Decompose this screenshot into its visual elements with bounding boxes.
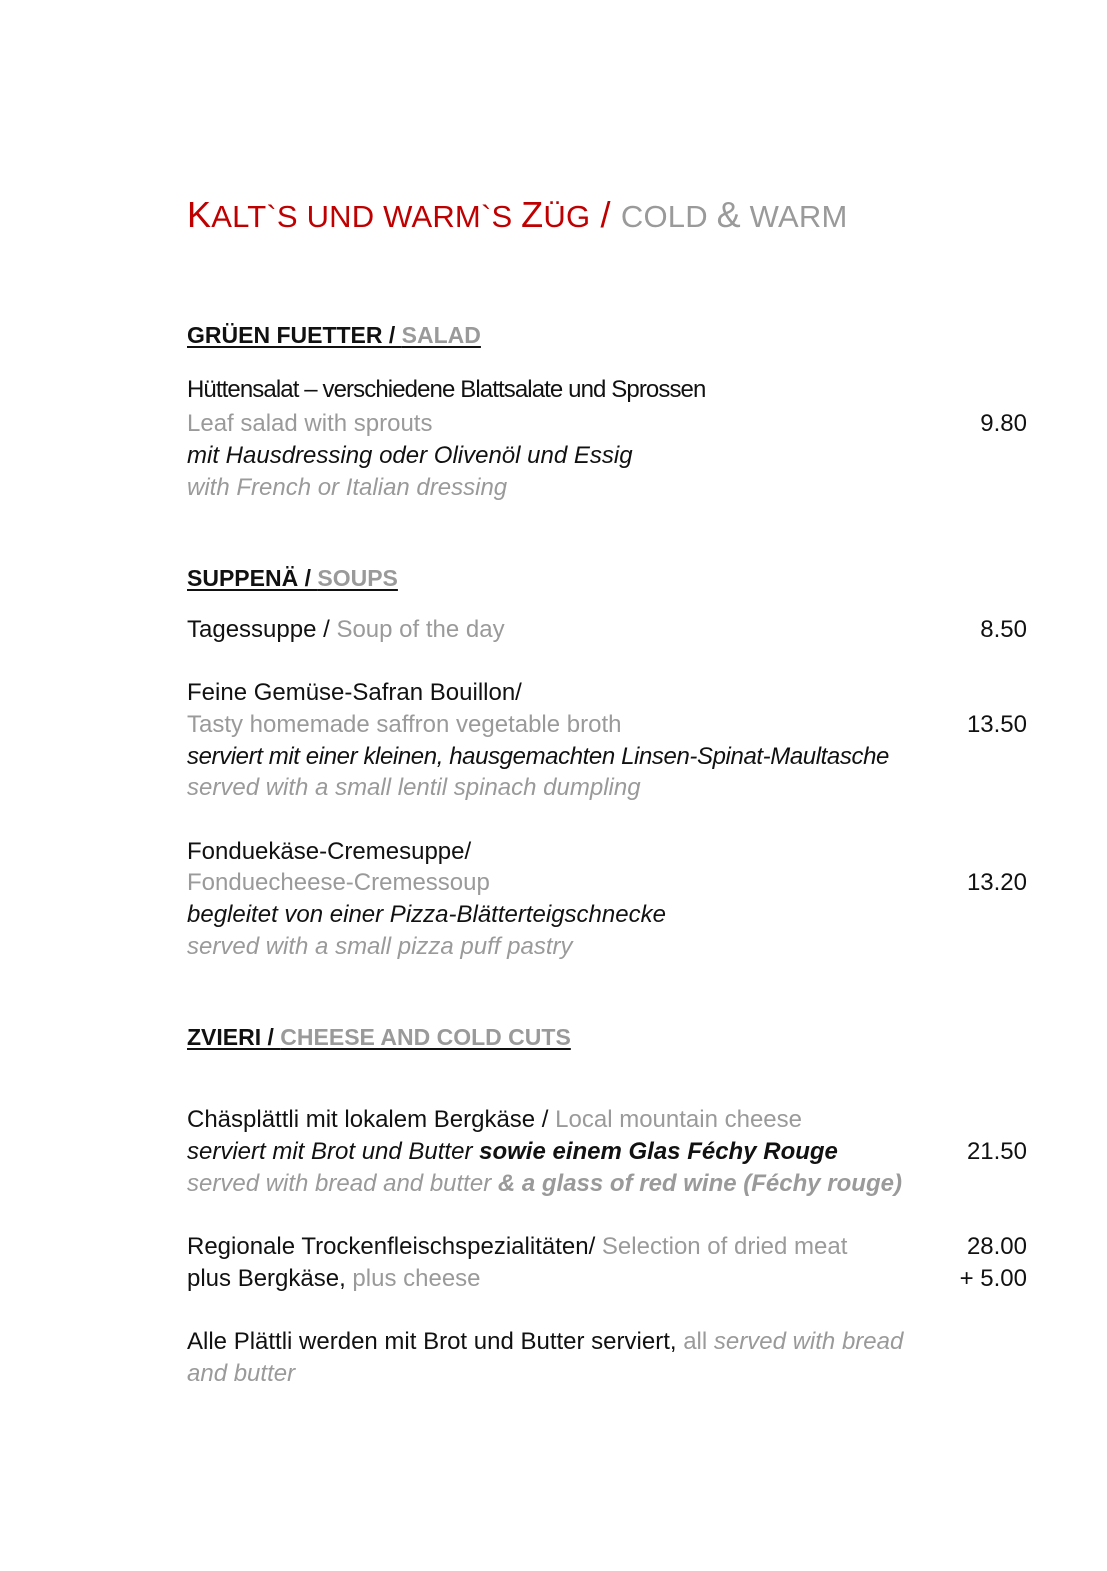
item-name-en: Leaf salad with sprouts [187, 410, 433, 437]
item-desc-en: served with a small pizza puff pastry [187, 933, 573, 960]
item-desc-de: mit Hausdressing oder Olivenöl und Essig [187, 442, 633, 469]
item-name: Tagessuppe / Soup of the day [187, 616, 505, 643]
section-heading-cold-cuts: ZVIERI / CHEESE AND COLD CUTS [187, 1024, 571, 1050]
title-en-text: COLD [620, 199, 717, 234]
item-desc-en: served with a small lentil spinach dumpling [187, 774, 641, 801]
title-de-initial-2: Z [521, 194, 544, 235]
item-name-en: Tasty homemade saffron vegetable broth [187, 711, 622, 738]
item-extra: plus Bergkäse, plus cheese [187, 1265, 481, 1292]
footer-note: Alle Plättli werden mit Brot und Butter serviert, all served with bread [187, 1328, 904, 1355]
title-de-initial: K [187, 194, 212, 235]
title-en-text-2: WARM [740, 199, 848, 234]
title-de-text: ALT`S UND WARM`S [211, 199, 522, 234]
item-desc-de: serviert mit einer kleinen, hausgemachten Linsen-Spinat-Maultasche [187, 743, 889, 770]
page-title [187, 194, 847, 236]
item-name-de: Hüttensalat – verschiedene Blattsalate und Sprossen [187, 376, 706, 403]
title-en-ampersand: & [716, 194, 741, 235]
item-price: 21.50 [966, 1138, 1027, 1165]
item-desc-de: begleitet von einer Pizza-Blätterteigschnecke [187, 901, 666, 928]
item-name-de: Feine Gemüse-Safran Bouillon/ [187, 679, 522, 706]
item-price: 13.50 [966, 711, 1027, 738]
item-price: 8.50 [980, 616, 1027, 643]
item-name-en: Fonduecheese-Cremessoup [187, 869, 490, 896]
item-desc-de: serviert mit Brot und Butter sowie einem Glas Féchy Rouge [187, 1138, 838, 1165]
title-separator: / [590, 194, 621, 235]
item-price: 28.00 [966, 1233, 1027, 1260]
item-name-de: Fonduekäse-Cremesuppe/ [187, 838, 472, 865]
item-desc-en: with French or Italian dressing [187, 474, 508, 501]
section-heading-salad: GRÜEN FUETTER / SALAD [187, 322, 481, 348]
item-name: Regionale Trockenfleischspezialitäten/ Selection of dried meat [187, 1233, 848, 1260]
item-name: Chäsplättli mit lokalem Bergkäse / Local mountain cheese [187, 1106, 802, 1133]
section-heading-soups: SUPPENÄ / SOUPS [187, 565, 398, 591]
title-de-text-2: ÜG [543, 199, 591, 234]
item-price: 9.80 [980, 410, 1027, 437]
item-desc-en: served with bread and butter & a glass of red wine (Féchy rouge) [187, 1170, 902, 1197]
item-price: 13.20 [966, 869, 1027, 896]
footer-note-continued: and butter [187, 1360, 296, 1387]
item-extra-price: + 5.00 [959, 1265, 1027, 1292]
